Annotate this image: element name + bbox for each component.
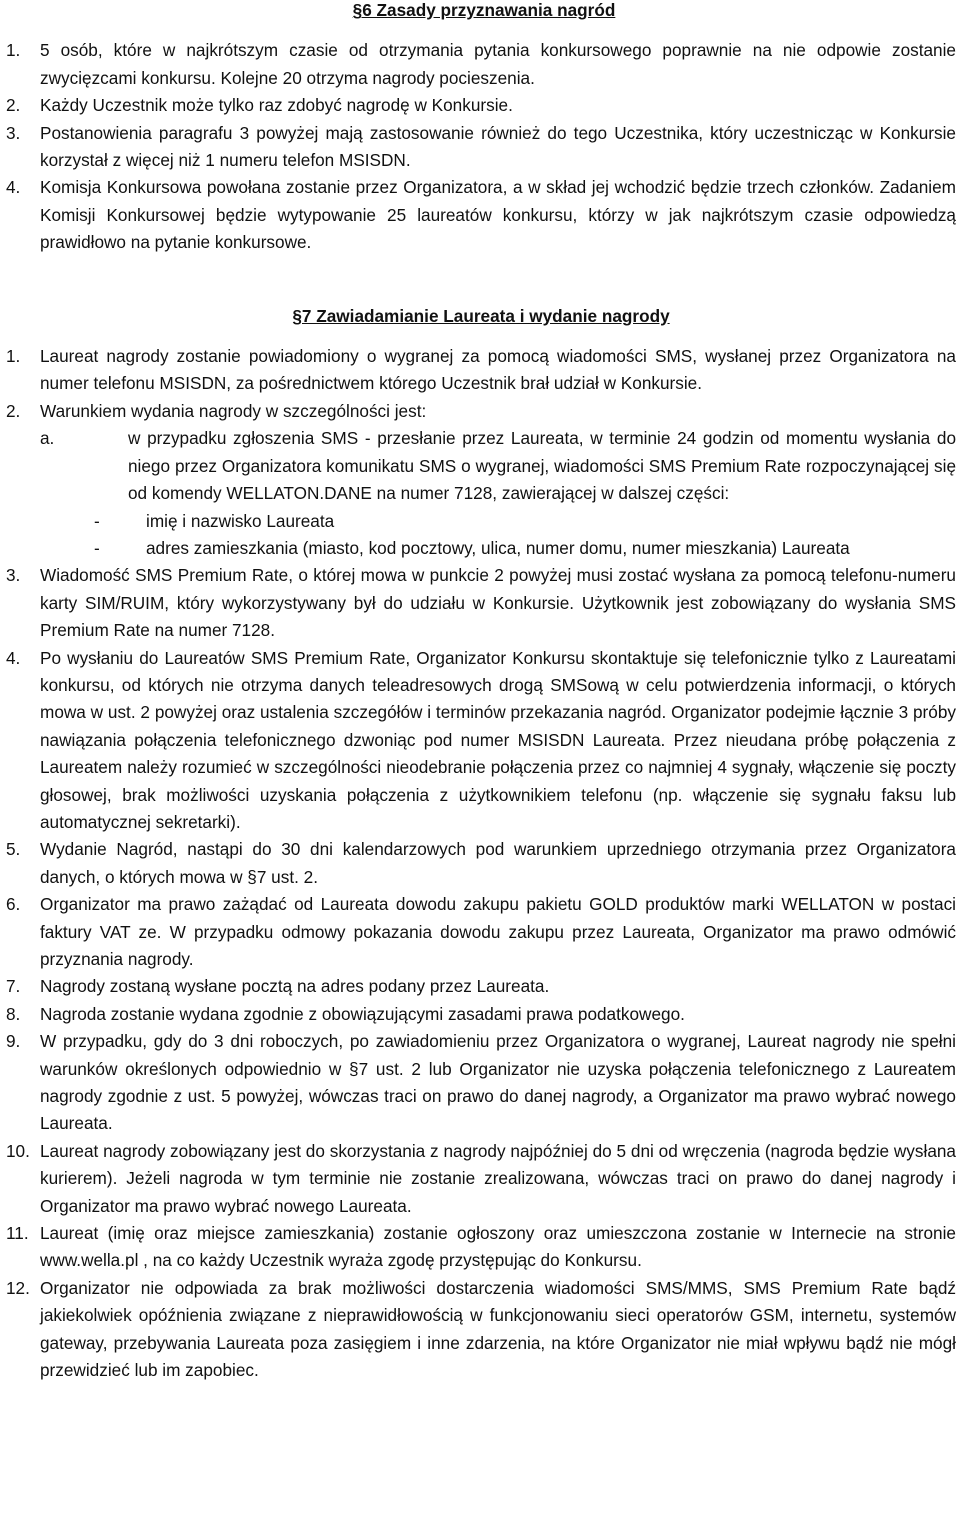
list-item bbox=[6, 343, 956, 398]
item-number: 5. bbox=[6, 839, 21, 860]
item-text: Wiadomość SMS Premium Rate, o której mowa w punkcie 2 powyżej musi zostać wysłana za pomocą telefonu-numeru karty SIM/RUIM, który wykorzystywany był do udziału w Konkursie. Użytkownik jest zobowiązany do wysłania SMS Premium Rate na numer 7128. bbox=[40, 565, 956, 641]
item-number: 8. bbox=[6, 1003, 21, 1024]
sub-item-a bbox=[6, 425, 956, 507]
item-text: Nagroda zostanie wydana zgodnie z obowiązującymi zasadami prawa podatkowego. bbox=[40, 1003, 685, 1024]
list-item bbox=[6, 1220, 956, 1275]
list-item bbox=[6, 836, 956, 891]
sub-item-letter: a. bbox=[40, 428, 55, 449]
item-number: 9. bbox=[6, 1031, 21, 1052]
item-number: 2. bbox=[6, 95, 21, 116]
section-6-list bbox=[6, 37, 956, 256]
list-item bbox=[6, 973, 956, 1000]
list-item bbox=[6, 562, 956, 644]
item-text: Laureat nagrody zobowiązany jest do skorzystania z nagrody najpóźniej do 5 dni od wręczenia (nagroda będzie wysłana kurierem). Jeżeli nagroda w tym terminie nie zostanie zrealizowana, wówczas traci on prawo do danej nagrody i Organizator ma prawo wybrać nowego Laureata. bbox=[40, 1140, 956, 1216]
sub-item-text: w przypadku zgłoszenia SMS - przesłanie przez Laureata, w terminie 24 godzin od momentu wysłania do niego przez Organizatora komunikatu SMS o wygranej, wiadomości SMS Premium Rate rozpoczynającej się od komendy WELLATON.DANE na numer 7128, zawierającej w dalszej części: bbox=[128, 428, 956, 504]
item-text: Laureat (imię oraz miejsce zamieszkania) zostanie ogłoszony oraz umieszczona zostanie w Internecie na stronie www.wella.pl , na co każdy Uczestnik wyraża zgodę przystępując do Konkursu. bbox=[40, 1223, 956, 1271]
item-number: 6. bbox=[6, 894, 21, 915]
item-text: W przypadku, gdy do 3 dni roboczych, po zawiadomieniu przez Organizatora o wygranej, Laureat nagrody nie spełni warunków określonych odpowiednio w §7 ust. 2 lub Organizator nie uzyska połączenia telefonicznego z Laureatem nagrody zgodnie z ust. 5 powyżej, wówczas traci on prawo do danej nagrody, a Organizator ma prawo wybrać nowego Laureata. bbox=[40, 1031, 956, 1134]
item-number: 12. bbox=[6, 1277, 30, 1298]
list-item bbox=[6, 1001, 956, 1028]
item-number: 3. bbox=[6, 565, 21, 586]
dash-item bbox=[6, 535, 956, 562]
item-text: Każdy Uczestnik może tylko raz zdobyć nagrodę w Konkursie. bbox=[40, 95, 513, 116]
item-number: 7. bbox=[6, 976, 21, 997]
item-text: Laureat nagrody zostanie powiadomiony o wygranej za pomocą wiadomości SMS, wysłanej przez Organizatora na numer telefonu MSISDN, za pośrednictwem którego Uczestnik brał udział w Konkursie. bbox=[40, 346, 956, 394]
list-item bbox=[6, 174, 956, 256]
item-text: Nagrody zostaną wysłane pocztą na adres podany przez Laureata. bbox=[40, 976, 550, 997]
item-text: Wydanie Nagród, nastąpi do 30 dni kalendarzowych pod warunkiem uprzedniego otrzymania przez Organizatora danych, o których mowa w §7 ust. 2. bbox=[40, 839, 956, 887]
dash-text: imię i nazwisko Laureata bbox=[146, 510, 335, 531]
list-item bbox=[6, 1028, 956, 1138]
dash-text: adres zamieszkania (miasto, kod pocztowy, ulica, numer domu, numer mieszkania) Laureata bbox=[146, 537, 850, 558]
item-text: Organizator nie odpowiada za brak możliwości dostarczenia wiadomości SMS/MMS, SMS Premium Rate bądź jakiekolwiek opóźnienia związane z nieprawidłowością w funkcjonowaniu sieci operatorów GSM, internetu, systemów gateway, przebywania Laureata poza zasięgiem i inne zdarzenia, na które Organizator nie miał wpływu bądź nie mógł przewidzieć lub im zapobiec. bbox=[40, 1277, 956, 1381]
list-item bbox=[6, 398, 956, 425]
item-text: Organizator ma prawo zażądać od Laureata dowodu zakupu pakietu GOLD produktów marki WELLATON w postaci faktury VAT ze. W przypadku odmowy pokazania dowodu zakupu przez Laureata, Organizator ma prawo odmówić przyznania nagrody. bbox=[40, 894, 956, 969]
list-item bbox=[6, 891, 956, 973]
item-text: Postanowienia paragrafu 3 powyżej mają zastosowanie również do tego Uczestnika, który uczestnicząc w Konkursie korzystał z więcej niż 1 numeru telefon MSISDN. bbox=[40, 122, 956, 171]
item-text: 5 osób, które w najkrótszym czasie od otrzymania pytania konkursowego poprawnie na nie odpowie zostanie zwycięzcami konkursu. Kolejne 20 otrzyma nagrody pocieszenia. bbox=[40, 40, 956, 88]
item-text: Po wysłaniu do Laureatów SMS Premium Rate, Organizator Konkursu skontaktuje się telefonicznie tylko z Laureatami konkursu, od których nie otrzyma danych teleadresowych drogą SMSową w celu potwierdzenia informacji, o których mowa w ust. 2 powyżej oraz ustalenia szczegółów i terminów przekazania nagród. Organizator podejmie łącznie 3 próby nawiązania połączenia telefonicznego dzwoniąc pod numer MSISDN Laureata. Przez nieudana próbę połączenia z Laureatem należy rozumieć w szczególności nieodebranie połączenia przez co najmniej 4 sygnały, włączenie się poczty głosowej, brak możliwości uzyskania połączenia z użytkownikiem telefonu (np. włączenie się sygnału faksu lub automatycznej sekretarki). bbox=[40, 647, 956, 832]
section-6-title: §6 Zasady przyznawania nagród bbox=[352, 0, 616, 20]
item-number: 4. bbox=[6, 647, 21, 668]
item-text: Komisja Konkursowa powołana zostanie przez Organizatora, a w skład jej wchodzić będzie trzech członków. Zadaniem Komisji Konkursowej będzie wytypowanie 25 laureatów konkursu, którzy w jak najkrótszym czasie odpowiedzą prawidłowo na pytanie konkursowe. bbox=[40, 177, 956, 253]
item-number: 11. bbox=[6, 1223, 29, 1244]
item-number: 10. bbox=[6, 1140, 30, 1161]
item-number: 2. bbox=[6, 400, 21, 421]
section-7-list bbox=[6, 343, 956, 1384]
item-number: 3. bbox=[6, 122, 21, 143]
item-text: Warunkiem wydania nagrody w szczególności jest: bbox=[40, 400, 427, 421]
list-item bbox=[6, 92, 956, 119]
list-item bbox=[6, 120, 956, 175]
list-item bbox=[6, 37, 956, 92]
list-item bbox=[6, 645, 956, 837]
dash-marker: - bbox=[94, 510, 100, 531]
list-item bbox=[6, 1275, 956, 1385]
item-number: 1. bbox=[6, 346, 21, 367]
item-number: 1. bbox=[6, 40, 21, 61]
list-item bbox=[6, 1138, 956, 1220]
item-number: 4. bbox=[6, 177, 21, 198]
dash-marker: - bbox=[94, 537, 100, 558]
section-7-title: §7 Zawiadamianie Laureata i wydanie nagrody bbox=[292, 305, 670, 326]
dash-item bbox=[6, 508, 956, 535]
